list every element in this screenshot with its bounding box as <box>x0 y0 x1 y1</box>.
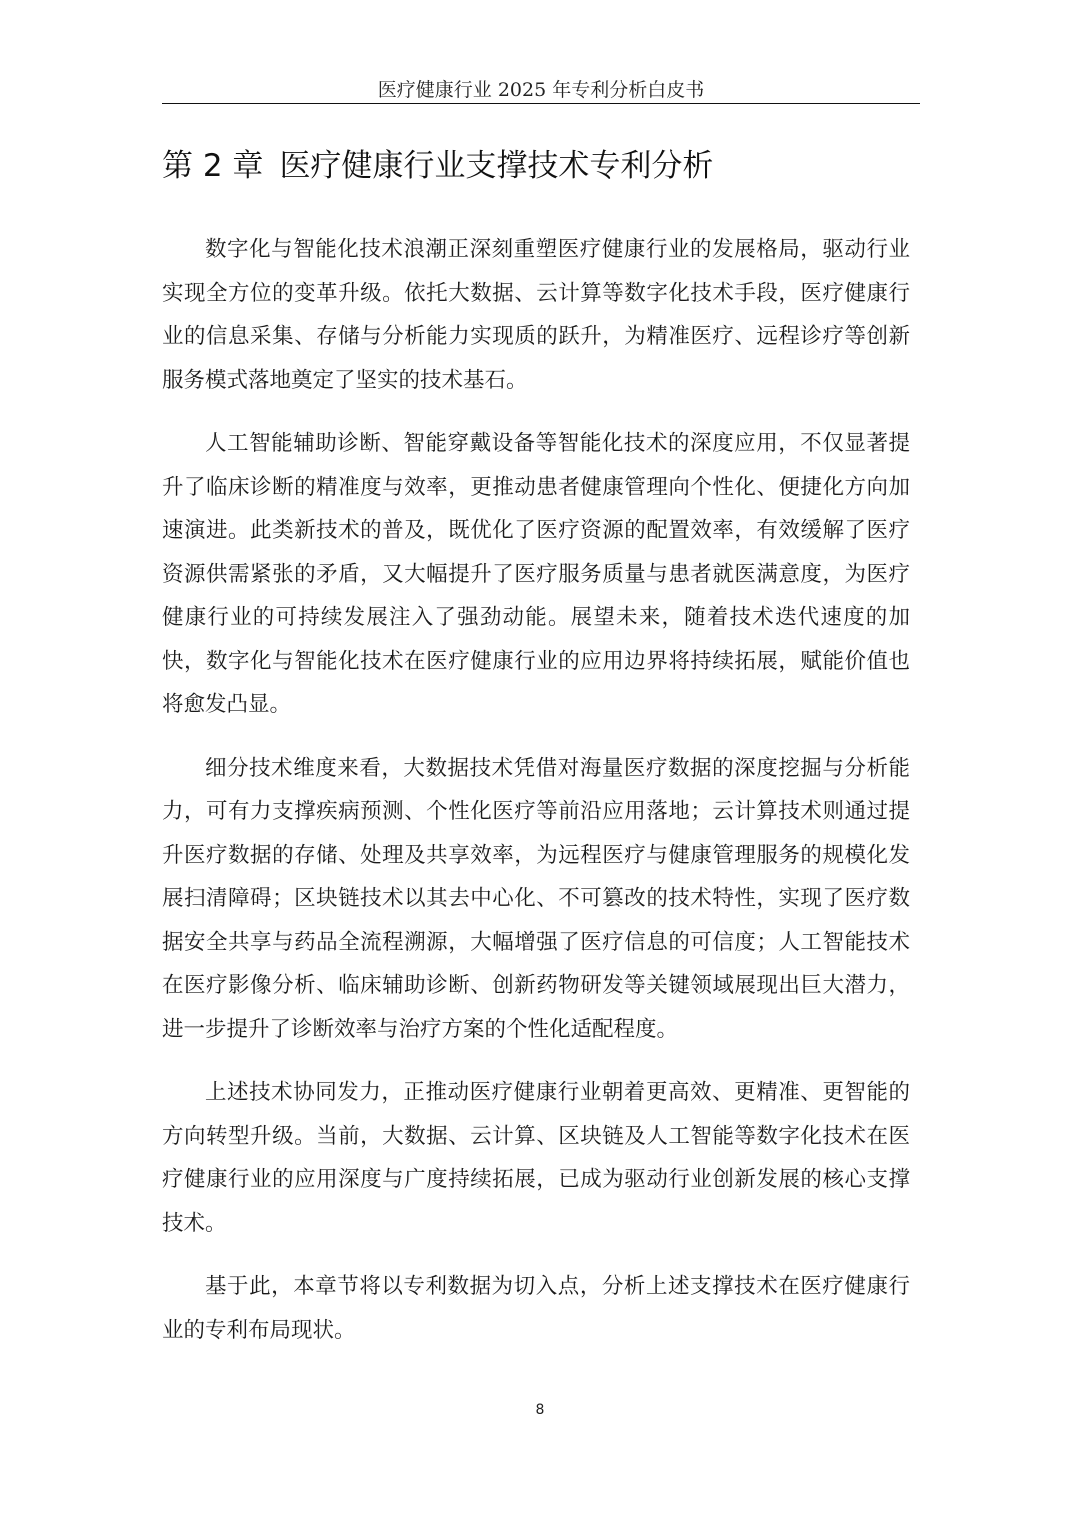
paragraph-4: 上述技术协同发力，正推动医疗健康行业朝着更高效、更精准、更智能的方向转型升级。当前，大数据、云计算、区块链及人工智能等数字化技术在医疗健康行业的应用深度与广度持续拓展，已成为驱动行业创新发展的核心支撑技术。 <box>162 1080 910 1236</box>
paragraph-1: 数字化与智能化技术浪潮正深刻重塑医疗健康行业的发展格局，驱动行业实现全方位的变革升级。依托大数据、云计算等数字化技术手段，医疗健康行业的信息采集、存储与分析能力实现质的跃升，为精准医疗、远程诊疗等创新服务模式落地奠定了坚实的技术基石。 <box>162 237 910 393</box>
chapter-title <box>162 144 920 188</box>
header-divider <box>162 103 920 104</box>
paragraph-3: 细分技术维度来看，大数据技术凭借对海量医疗数据的深度挖掘与分析能力，可有力支撑疾病预测、个性化医疗等前沿应用落地；云计算技术则通过提升医疗数据的存储、处理及共享效率，为远程医疗与健康管理服务的规模化发展扫清障碍；区块链技术以其去中心化、不可篡改的技术特性，实现了医疗数据安全共享与药品全流程溯源，大幅增强了医疗信息的可信度；人工智能技术在医疗影像分析、临床辅助诊断、创新药物研发等关键领域展现出巨大潜力，进一步提升了诊断效率与治疗方案的个性化适配程度。 <box>162 755 910 1042</box>
paragraph-2: 人工智能辅助诊断、智能穿戴设备等智能化技术的深度应用，不仅显著提升了临床诊断的精准度与效率，更推动患者健康管理向个性化、便捷化方向加速演进。此类新技术的普及，既优化了医疗资源的配置效率，有效缓解了医疗资源供需紧张的矛盾，又大幅提升了医疗服务质量与患者就医满意度，为医疗健康行业的可持续发展注入了强劲动能。展望未来，随着技术迭代速度的加快，数字化与智能化技术在医疗健康行业的应用边界将持续拓展，赋能价值也将愈发凸显。 <box>162 431 910 717</box>
chapter-name: 医疗健康行业支撑技术专利分析 <box>279 148 714 184</box>
chapter-number: 第 2 章 <box>162 148 264 184</box>
page-number: 8 <box>535 1402 545 1418</box>
paragraph-5: 基于此，本章节将以专利数据为切入点，分析上述支撑技术在医疗健康行业的专利布局现状。 <box>162 1274 910 1343</box>
chapter-body <box>162 228 910 1372</box>
running-header: 医疗健康行业 2025 年专利分析白皮书 <box>377 79 705 101</box>
